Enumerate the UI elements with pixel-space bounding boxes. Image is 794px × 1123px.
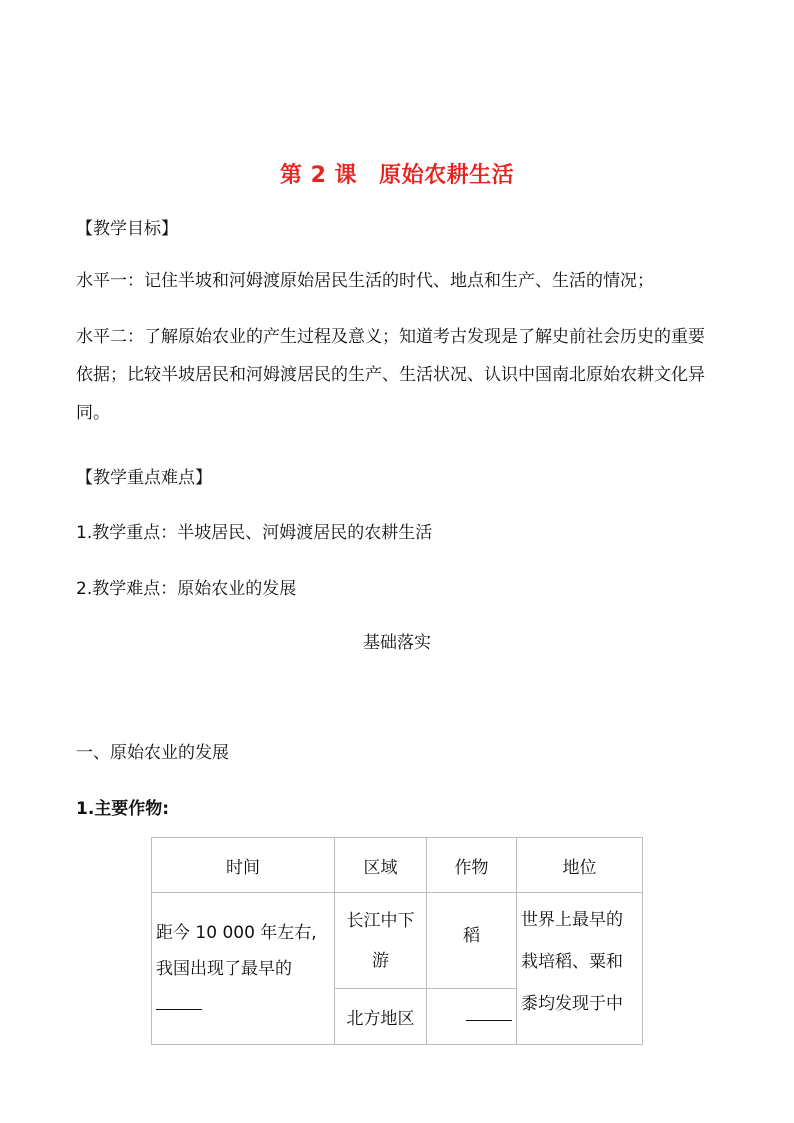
header-crop: 作物 (427, 838, 517, 893)
region-cell-1: 长江中下游 (335, 893, 427, 989)
time-cell (152, 893, 335, 1045)
header-status: 地位 (517, 838, 643, 893)
header-time: 时间 (152, 838, 335, 893)
time-text: 距今 10 000 年左右,我国出现了最早的 (156, 922, 317, 979)
table-row (152, 893, 643, 989)
objective-level1: 水平一：记住半坡和河姆渡原始居民生活的时代、地点和生产、生活的情况； (76, 271, 654, 291)
section-title: 基础落实 (363, 633, 431, 653)
keypoints-heading: 【教学重点难点】 (76, 468, 212, 488)
status-cell: 世界上最早的栽培稻、粟和黍均发现于中 (517, 893, 643, 1045)
objective-level2: 水平二：了解原始农业的产生过程及意义；知道考古发现是了解史前社会历史的重要依据；比较半坡居民和河姆渡居民的生产、生活状况、认识中国南北原始农耕文化异同。 (76, 327, 705, 423)
part1-subheading: 1.主要作物: (76, 799, 170, 819)
fill-blank (156, 1008, 202, 1010)
fill-blank (466, 1019, 512, 1021)
crop-cell-2 (427, 989, 517, 1045)
part1-heading: 一、原始农业的发展 (76, 743, 229, 763)
objectives-heading: 【教学目标】 (76, 219, 178, 239)
region-cell-2: 北方地区 (335, 989, 427, 1045)
teaching-difficulty: 2.教学难点：原始农业的发展 (76, 579, 297, 599)
table-header-row (152, 838, 643, 893)
lesson-title (0, 158, 794, 189)
header-region: 区域 (335, 838, 427, 893)
crops-table (151, 837, 643, 1045)
teaching-key-point: 1.教学重点：半坡居民、河姆渡居民的农耕生活 (76, 523, 433, 543)
lesson-number: 第 2 课 (279, 163, 358, 188)
lesson-name: 原始农耕生活 (379, 163, 515, 188)
crop-cell-1: 稻 (427, 893, 517, 989)
